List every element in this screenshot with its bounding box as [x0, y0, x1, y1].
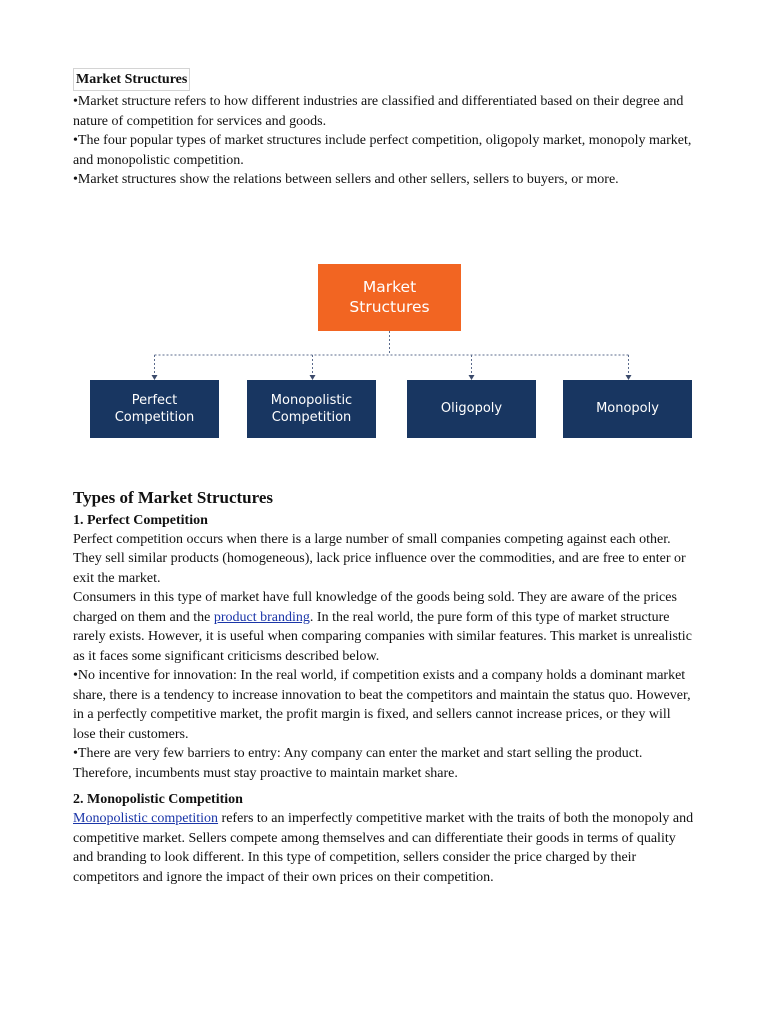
intro-bullet-2: •The four popular types of market structures include perfect competition, oligopoly market, monopoly market, and monopolistic competition. [73, 133, 692, 168]
monopolistic-competition-title: 2. Monopolistic Competition [73, 792, 243, 807]
diagram-node-perfect-competition [90, 380, 219, 438]
perfect-competition-bullet-2: •There are very few barriers to entry: Any company can enter the market and start selling the product. Therefore, incumbents must stay proactive to maintain market share. [73, 746, 643, 781]
monopolistic-competition-para [73, 809, 695, 887]
diagram-root-market-structures [318, 264, 461, 331]
node-label-line1: Monopolistic [270, 392, 353, 408]
text-span: refers to an imperfectly competitive market with the traits of both the monopoly and competitive market. Sellers compete among themselves and can differentiate their goods in terms of quality and branding to look different. In this type of competition, sellers consider the price charged by their competitors and ignore the impact of their own prices on their competition. [73, 811, 694, 885]
types-heading: Types of Market Structures [73, 487, 274, 507]
product-branding-link[interactable]: product branding [213, 609, 310, 625]
diagram-node-monopolistic-competition [247, 380, 376, 438]
intro-bullet-3: •Market structures show the relations between sellers and other sellers, sellers to buyers, or more. [73, 172, 619, 187]
monopolistic-competition-link[interactable]: Monopolistic competition [73, 811, 219, 826]
node-label: Monopoly [596, 401, 659, 416]
perfect-competition-bullet-1: •No incentive for innovation: In the real world, if competition exists and a company holds a dominant market share, there is a tendency to increase innovation to beat the competitors and maintain the status quo. However, in a perfectly competitive market, the profit margin is fixed, and sellers cannot increase prices, or they will lose their customers. [73, 668, 691, 742]
root-label-line1: Market [362, 278, 417, 296]
diagram-node-monopoly [563, 380, 692, 438]
node-label-line2: Competition [114, 409, 195, 425]
text-span: . In the real world, the pure form of this type of market structure rarely exists. However, it is useful when comparing companies with similar features. This market is unrealistic as it faces some significant criticisms described below. [73, 609, 692, 664]
root-label-line2: Structures [349, 298, 430, 316]
perfect-competition-para-1: Perfect competition occurs when there is a large number of small companies competing against each other. They sell similar products (homogeneous), lack price influence over the commodities, and are free to enter or exit the market. [73, 531, 686, 586]
text-span: Consumers in this type of market have full knowledge of the goods being sold. They are aware of the prices charged on them and the [73, 590, 677, 625]
perfect-competition-title: 1. Perfect Competition [73, 512, 208, 528]
diagram-node-oligopoly [407, 380, 536, 438]
market-structures-diagram [73, 264, 695, 464]
node-label-line2: Competition [271, 409, 352, 425]
intro-bullet-1: •Market structure refers to how different industries are classified and differentiated based on their degree and nature of competition for services and goods. [73, 94, 684, 129]
section-title-market-structures: Market Structures [73, 68, 190, 91]
node-label-line1: Perfect [131, 392, 178, 408]
perfect-competition-para-2 [73, 588, 695, 666]
node-label: Oligopoly [440, 401, 503, 416]
document-page [73, 68, 695, 887]
